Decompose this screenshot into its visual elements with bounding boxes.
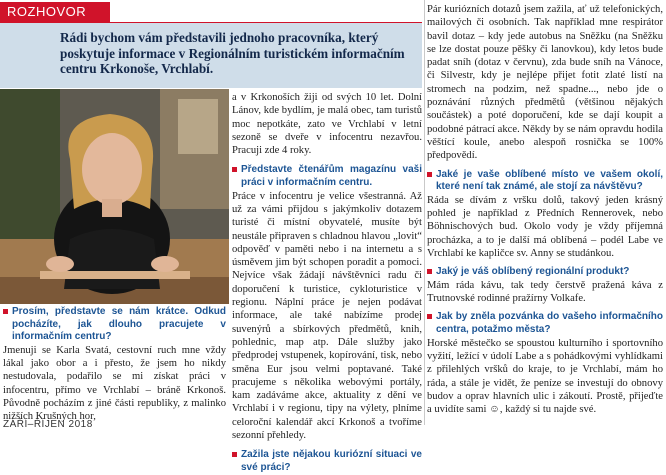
answer-4: Ráda se dívám z vršku dolů, takový jeden krásný pohled je například z Předních Rennerovek, nebo Böhnischových bud. Okolo vody je vždy příjemná procházka, a to je další má oblíbená – podél Labe ve Vrchlabí ke kapličce sv. Anny se studánkou. xyxy=(427,194,663,259)
column-divider xyxy=(424,0,425,425)
answer-1: Jmenuji se Karla Svatá, cestovní ruch mne vždy lákal jako obor a i přesto, že jsem ho nikdy nestudovala, podařilo se mi získat práci v infocentru, přímo ve Vrchlabí – bráně Krkonoš. Původně pocházím z jiné části republiky, z malinko nižších Krušných hor, xyxy=(3,344,226,423)
intro-box xyxy=(0,23,422,88)
intro-text: Rádi bychom vám představili jednoho pracovníka, který poskytuje informace v Regionálním turistickém informačním centru Krkonoše, Vrchlabí. xyxy=(60,30,405,76)
column-middle xyxy=(232,91,422,475)
column-right xyxy=(427,3,663,416)
red-bullet-icon xyxy=(232,452,237,457)
answer-6: Horské městečko se spoustou kulturního i sportovního vyžití, ležící v údolí Labe a s pohádkovými vyhlídkami z přilehlých vršků do kraje, to je Vrchlabí, mám ho ráda, a stále je vidět, že peníze se investují do obnovy budov a oprav hlavních ulic i zákoutí. Prostě, přijeďte a uvidíte sami ☺, každý si tu najde své. xyxy=(427,337,663,416)
issue-footer: ZÁŘÍ–ŘÍJEN 2018 xyxy=(3,419,93,430)
answer-1-continued: a v Krkonoších žiji od svých 10 let. Dolní Lánov, kde bydlím, je malá obec, tam turistů moc nepotkáte, zato ve Vrchlabí v letní sezoně se dveře v infocentru nezavřou. Pracuji zde 4 roky. xyxy=(232,92,422,157)
red-bullet-icon xyxy=(3,309,8,314)
photo-illustration xyxy=(0,89,229,304)
answer-2: Práce v infocentru je velice všestranná. Až už za vámi přijdou s jakýmkoliv dotazem turisté či místní obyvatelé, musíte být neustále připraven s chladnou hlavou „lovit“ odpověď v paměti nebo i na internetu a s úsměvem jim být schopen poradit a pomoci. Nejvíce však žádají návštěvníci radu či doporučení k turistice, cykloturistice v regionu. Náplní práce je nejen podávat informace, ale také nabízíme prodej suvenýrů a sbírkových předmětů, knih, pohlednic, map atp. Dále služby jako předprodej vstupenek, kopírování, tisk, nebo směna Eur jsou velmi poptavané. Také pracujeme s několika webovými portály, kam zadáváme akce, aktuality z dění ve Vrchlabí i v regionu, tipy na výlety, plníme celoroční kalendář akcí Krkonoš a tvoříme sezonní přehledy. xyxy=(232,190,422,442)
question-1: Prosím, představte se nám krátce. Odkud pocházíte, jak dlouho pracujete v informačním centru? xyxy=(3,306,226,344)
question-6: Jak by zněla pozvánka do vašeho informačního centra, potažmo města? xyxy=(427,311,663,336)
question-5: Jaký je váš oblíbený regionální produkt? xyxy=(427,266,663,279)
red-bullet-icon xyxy=(427,269,432,274)
question-4: Jaké je vaše oblíbené místo ve vašem okolí, které není tak známé, ale stojí za návštěvu? xyxy=(427,169,663,194)
answer-5: Mám ráda kávu, tak tedy čerstvě pražená káva z Trutnovské rodinné pražírny Volkafe. xyxy=(427,279,663,305)
red-bullet-icon xyxy=(427,314,432,319)
interviewee-photo xyxy=(0,89,229,304)
red-bullet-icon xyxy=(232,167,237,172)
answer-3: Pár kuriózních dotazů jsem zažila, ať už telefonických, mailových či osobních. Tak například mne respirátor bavil dotaz – kdy jede autobus na Sněžku (na Sněžku se lze dostat pouze pěšky či lanovkou), kdy letos bude padat sníh (dotaz v červnu), zda bude sníh na Vánoce, či Silvestr, kdy je nejlépe přijet fotit zlaté listí na stromech na podzim, než spadne..., nebo jde o poznávání různých předmětů (většinou nějakých součástek) a poté doporučení, kde se dají koupit a podobné pátrací akce. Někdy by se nám opravdu hodila věštící koule, anebo alespoň rosnička se 100% předpovědí. xyxy=(427,4,663,162)
section-label: ROZHOVOR xyxy=(0,2,110,22)
question-3: Zažila jste nějakou kuriózní situaci ve své práci? xyxy=(232,449,422,474)
column-left xyxy=(3,306,226,424)
question-2: Představte čtenářům magazínu vaši práci v informačním centru. xyxy=(232,164,422,189)
red-bullet-icon xyxy=(427,172,432,177)
